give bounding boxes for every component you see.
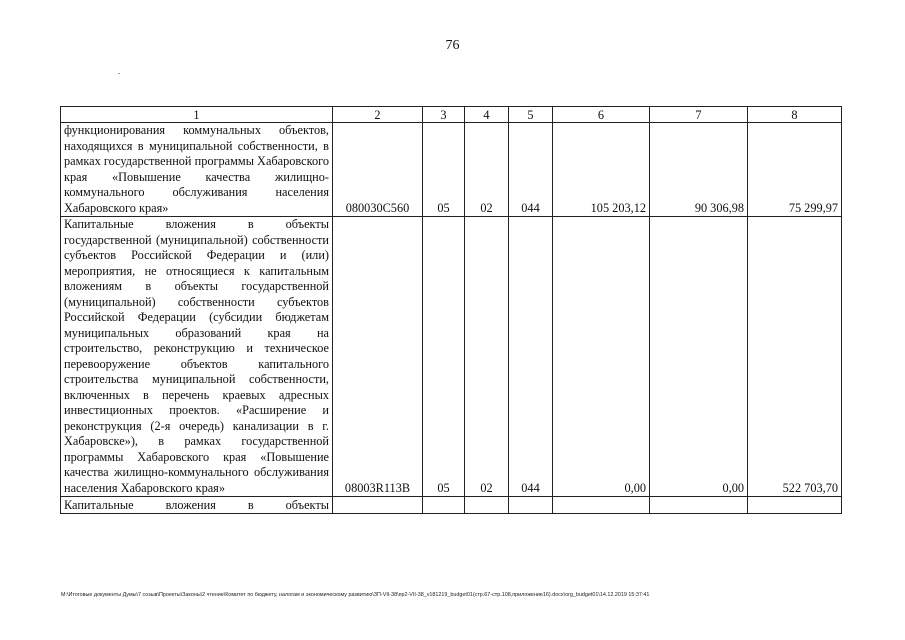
section-code: 05 [423, 123, 465, 217]
expense-type-code: 044 [509, 217, 553, 497]
header-cell: 3 [423, 107, 465, 123]
budget-table [60, 106, 842, 514]
section-code: 05 [423, 217, 465, 497]
amount-col6: 0,00 [553, 217, 650, 497]
target-code: 080030С560 [333, 123, 423, 217]
empty-cell [650, 497, 748, 514]
subsection-code: 02 [465, 217, 509, 497]
empty-cell [509, 497, 553, 514]
expense-type-code: 044 [509, 123, 553, 217]
amount-col7: 0,00 [650, 217, 748, 497]
amount-col8: 522 703,70 [748, 217, 842, 497]
empty-cell [423, 497, 465, 514]
empty-cell [553, 497, 650, 514]
empty-cell [465, 497, 509, 514]
header-cell: 1 [61, 107, 333, 123]
table-row [61, 123, 842, 217]
amount-col7: 90 306,98 [650, 123, 748, 217]
subsection-code: 02 [465, 123, 509, 217]
header-cell: 5 [509, 107, 553, 123]
header-cell: 6 [553, 107, 650, 123]
header-cell: 2 [333, 107, 423, 123]
file-path-footer: M:\Итоговые документы Думы\7 созыв\Проекты\Законы\2 чтение\Комитет по бюджету, налогам и экономическому развитию\ЗП-VII-38\пр2-VII-38_v181219_budget01(стр.67-стр.108,приложение16).docx\org_budget01\14.12.2019 15:37:41 [61, 592, 650, 598]
amount-col8: 75 299,97 [748, 123, 842, 217]
scan-speck [118, 73, 120, 74]
header-row [61, 107, 842, 123]
amount-col6: 105 203,12 [553, 123, 650, 217]
header-cell: 8 [748, 107, 842, 123]
empty-cell [748, 497, 842, 514]
table-row [61, 497, 842, 514]
table-row [61, 217, 842, 497]
row-description: функционирования коммунальных объектов, находящихся в муниципальной собственности, в рамках государственной программы Хабаровского края «Повышение качества жилищно-коммунального обслуживания населения Хабаровского края» [61, 123, 333, 217]
header-cell: 7 [650, 107, 748, 123]
page-number: 76 [445, 38, 460, 53]
header-cell: 4 [465, 107, 509, 123]
row-description: Капитальные вложения в объекты государственной (муниципальной) собственности субъектов Российской Федерации и (или) мероприятия, не относящиеся к капитальным вложениям в объекты государственной (муниципальной) собственности субъектов Российской Федерации (субсидии бюджетам муниципальных образований края на строительство, реконструкцию и техническое перевооружение объектов капитального строительства муниципальной собственности, включенных в перечень краевых адресных инвестиционных проектов. «Расширение и реконструкция (2-я очередь) канализации в г. Хабаровске»), в рамках государственной программы Хабаровского края «Повышение качества жилищно-коммунального обслуживания населения Хабаровского края» [61, 217, 333, 497]
target-code: 08003R113В [333, 217, 423, 497]
empty-cell [333, 497, 423, 514]
row-description: Капитальные вложения в объекты [61, 497, 333, 514]
